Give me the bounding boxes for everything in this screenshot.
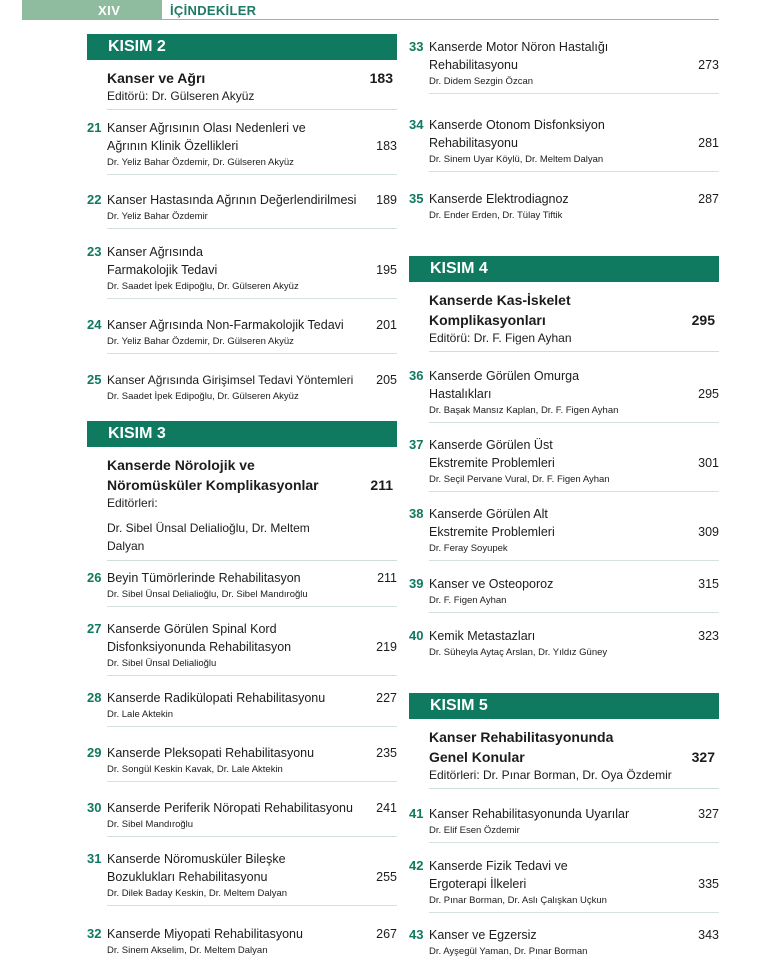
chapter-title[interactable]: Kanserde Otonom Disfonksiyon Rehabilitasyonu	[429, 118, 605, 150]
chapter-page: 343	[698, 928, 719, 942]
chapter-24	[87, 316, 397, 354]
header-tab	[22, 0, 162, 20]
chapter-number: 30	[87, 800, 102, 815]
part-editor: Editörleri:	[107, 496, 158, 510]
chapter-rule	[107, 905, 397, 906]
chapter-authors: Dr. Yeliz Bahar Özdemir, Dr. Gülseren Akyüz	[107, 157, 294, 168]
chapter-authors: Dr. Ayşegül Yaman, Dr. Pınar Borman	[429, 946, 588, 957]
header-rule	[160, 19, 719, 20]
chapter-number: 23	[87, 244, 102, 259]
chapter-32	[87, 925, 397, 958]
chapter-authors: Dr. Süheyla Aytaç Arslan, Dr. Yıldız Güney	[429, 647, 608, 658]
chapter-title[interactable]: Kanser ve Osteoporoz	[429, 577, 554, 591]
part-page: 211	[370, 477, 393, 493]
chapter-number: 24	[87, 317, 102, 332]
chapter-rule	[107, 675, 397, 676]
chapter-authors: Dr. Dilek Baday Keskin, Dr. Meltem Dalyan	[107, 888, 288, 899]
part-editor: Editörü: Dr. Gülseren Akyüz	[107, 89, 255, 103]
chapter-title[interactable]: Kanser Ağrısında Farmakolojik Tedavi	[107, 245, 218, 277]
chapter-title[interactable]: Kanserde Görülen Omurga Hastalıkları	[429, 369, 580, 401]
part-title[interactable]: Kanser Rehabilitasyonunda Genel Konular	[429, 729, 614, 765]
chapter-number: 33	[409, 39, 424, 54]
chapter-authors: Dr. Didem Sezgin Özcan	[429, 76, 534, 87]
chapter-28	[87, 689, 397, 727]
chapter-authors: Dr. Elif Esen Özdemir	[429, 825, 520, 836]
part-rule	[107, 560, 397, 561]
chapter-authors: Dr. Pınar Borman, Dr. Aslı Çalışkan Uçkun	[429, 895, 607, 906]
chapter-rule	[429, 912, 719, 913]
chapter-rule	[429, 842, 719, 843]
chapter-42	[409, 857, 719, 913]
chapter-title[interactable]: Kanser ve Egzersiz	[429, 928, 537, 942]
chapter-page: 335	[698, 877, 719, 891]
chapter-rule	[107, 174, 397, 175]
chapter-rule	[107, 298, 397, 299]
chapter-43	[409, 926, 719, 959]
chapter-35	[409, 190, 719, 223]
chapter-rule	[107, 781, 397, 782]
part-title[interactable]: Kanserde Kas-İskelet Komplikasyonları	[429, 292, 571, 328]
part-editor: Editörleri: Dr. Pınar Borman, Dr. Oya Özdemir	[429, 768, 672, 782]
chapter-number: 40	[409, 628, 424, 643]
part-rule	[429, 788, 719, 789]
chapter-number: 21	[87, 120, 102, 135]
chapter-number: 26	[87, 570, 102, 585]
chapter-22	[87, 191, 397, 229]
chapter-29	[87, 744, 397, 782]
part-rule	[107, 109, 397, 110]
chapter-title[interactable]: Kanserde Periferik Nöropati Rehabilitasyonu	[107, 801, 353, 815]
chapter-page: 241	[376, 801, 397, 815]
chapter-23	[87, 243, 397, 299]
chapter-rule	[429, 422, 719, 423]
chapter-21	[87, 119, 397, 175]
part-title[interactable]: Kanser ve Ağrı	[107, 70, 206, 86]
chapter-page: 301	[698, 456, 719, 470]
part-editor: Editörü: Dr. F. Figen Ayhan	[429, 331, 572, 345]
part-label: KISIM 2	[87, 34, 397, 60]
chapter-authors: Dr. Sibel Ünsal Delialioğlu, Dr. Sibel Mandıroğlu	[107, 589, 308, 600]
chapter-number: 29	[87, 745, 102, 760]
chapter-rule	[429, 612, 719, 613]
chapter-title[interactable]: Beyin Tümörlerinde Rehabilitasyon	[107, 571, 301, 585]
chapter-title[interactable]: Kemik Metastazları	[429, 629, 536, 643]
part-2	[87, 34, 397, 104]
chapter-25	[87, 371, 397, 404]
chapter-title[interactable]: Kanserde Nöromusküler Bileşke Bozuklukları Rehabilitasyonu	[107, 852, 286, 884]
chapter-page: 315	[698, 577, 719, 591]
chapter-rule	[107, 228, 397, 229]
chapter-page: 211	[377, 571, 397, 585]
page-header	[0, 0, 784, 24]
chapter-number: 36	[409, 368, 424, 383]
chapter-title[interactable]: Kanserde Radikülopati Rehabilitasyonu	[107, 691, 326, 705]
chapter-page: 255	[376, 870, 397, 884]
chapter-authors: Dr. Lale Aktekin	[107, 709, 174, 720]
part-page: 295	[691, 312, 715, 328]
chapter-authors: Dr. Sibel Mandıroğlu	[107, 819, 194, 830]
chapter-title[interactable]: Kanserde Miyopati Rehabilitasyonu	[107, 927, 303, 941]
chapter-page: 309	[698, 525, 719, 539]
chapter-authors: Dr. Saadet İpek Edipoğlu, Dr. Gülseren Akyüz	[107, 391, 299, 402]
chapter-page: 273	[698, 58, 719, 72]
chapter-title[interactable]: Kanserde Görülen Spinal Kord Disfonksiyonunda Rehabilitasyon	[107, 622, 292, 654]
chapter-page: 295	[698, 387, 719, 401]
chapter-number: 39	[409, 576, 424, 591]
part-page: 327	[691, 749, 715, 765]
chapter-number: 34	[409, 117, 424, 132]
chapter-title[interactable]: Kanser Hastasında Ağrının Değerlendirilmesi	[107, 193, 357, 207]
chapter-number: 42	[409, 858, 424, 873]
part-label: KISIM 5	[409, 693, 719, 719]
chapter-page: 189	[376, 193, 397, 207]
chapter-title[interactable]: Kanserde Görülen Üst Ekstremite Problemleri	[429, 438, 555, 470]
chapter-page: 281	[698, 136, 719, 150]
chapter-authors: Dr. Seçil Pervane Vural, Dr. F. Figen Ayhan	[429, 474, 610, 485]
part-page: 183	[369, 70, 393, 86]
chapter-page: 267	[376, 927, 397, 941]
chapter-authors: Dr. Yeliz Bahar Özdemir	[107, 211, 208, 222]
chapter-36	[409, 367, 719, 423]
chapter-page: 227	[376, 691, 397, 705]
chapter-page: 235	[376, 746, 397, 760]
chapter-38	[409, 505, 719, 561]
chapter-39	[409, 575, 719, 613]
chapter-41	[409, 805, 719, 843]
chapter-number: 43	[409, 927, 424, 942]
chapter-33	[409, 38, 719, 94]
part-5	[409, 693, 719, 783]
part-label: KISIM 4	[409, 256, 719, 282]
chapter-rule	[429, 93, 719, 94]
part-4	[409, 256, 719, 346]
part-label: KISIM 3	[87, 421, 397, 447]
page-title: İÇİNDEKİLER	[170, 3, 257, 18]
part-rule	[429, 351, 719, 352]
chapter-number: 28	[87, 690, 102, 705]
chapter-authors: Dr. Sinem Uyar Köylü, Dr. Meltem Dalyan	[429, 154, 604, 165]
chapter-26	[87, 569, 397, 607]
chapter-authors: Dr. Songül Keskin Kavak, Dr. Lale Aktekin	[107, 764, 283, 775]
part-editor-names: Dr. Sibel Ünsal Delialioğlu, Dr. Meltem Dalyan	[107, 521, 310, 553]
chapter-rule	[429, 560, 719, 561]
chapter-page: 201	[376, 318, 397, 332]
part-title[interactable]: Kanserde Nörolojik ve Nöromüsküler Komplikasyonlar	[107, 457, 319, 493]
chapter-authors: Dr. Yeliz Bahar Özdemir, Dr. Gülseren Akyüz	[107, 336, 294, 347]
chapter-34	[409, 116, 719, 172]
chapter-title[interactable]: Kanserde Pleksopati Rehabilitasyonu	[107, 746, 315, 760]
chapter-rule	[107, 606, 397, 607]
chapter-31	[87, 850, 397, 906]
chapter-authors: Dr. Feray Soyupek	[429, 543, 508, 554]
chapter-rule	[107, 836, 397, 837]
chapter-number: 41	[409, 806, 424, 821]
chapter-title[interactable]: Kanser Ağrısında Girişimsel Tedavi Yöntemleri	[107, 373, 354, 387]
chapter-number: 25	[87, 372, 102, 387]
chapter-page: 183	[376, 139, 397, 153]
chapter-30	[87, 799, 397, 837]
chapter-authors: Dr. Ender Erden, Dr. Tülay Tiftik	[429, 210, 563, 221]
chapter-page: 205	[376, 373, 397, 387]
chapter-number: 38	[409, 506, 424, 521]
chapter-page: 287	[698, 192, 719, 206]
chapter-number: 37	[409, 437, 424, 452]
chapter-number: 35	[409, 191, 424, 206]
chapter-rule	[107, 726, 397, 727]
chapter-title[interactable]: Kanserde Görülen Alt Ekstremite Problemleri	[429, 507, 555, 539]
chapter-title[interactable]: Kanserde Fizik Tedavi ve Ergoterapi İlkeleri	[429, 859, 568, 891]
chapter-number: 27	[87, 621, 102, 636]
chapter-authors: Dr. Sinem Akselim, Dr. Meltem Dalyan	[107, 945, 268, 956]
chapter-rule	[107, 353, 397, 354]
part-3	[87, 421, 397, 555]
chapter-title[interactable]: Kanser Rehabilitasyonunda Uyarılar	[429, 807, 630, 821]
chapter-page: 219	[376, 640, 397, 654]
chapter-authors: Dr. Sibel Ünsal Delialioğlu	[107, 658, 217, 669]
chapter-page: 195	[376, 263, 397, 277]
chapter-37	[409, 436, 719, 492]
chapter-authors: Dr. Başak Mansız Kaplan, Dr. F. Figen Ayhan	[429, 405, 619, 416]
chapter-40	[409, 627, 719, 660]
chapter-authors: Dr. Saadet İpek Edipoğlu, Dr. Gülseren Akyüz	[107, 281, 299, 292]
chapter-title[interactable]: Kanser Ağrısının Olası Nedenleri ve Ağrının Klinik Özellikleri	[107, 121, 306, 153]
chapter-number: 22	[87, 192, 102, 207]
chapter-title[interactable]: Kanserde Motor Nöron Hastalığı Rehabilitasyonu	[429, 40, 609, 72]
chapter-27	[87, 620, 397, 676]
chapter-page: 327	[698, 807, 719, 821]
chapter-rule	[429, 491, 719, 492]
chapter-rule	[429, 171, 719, 172]
chapter-number: 32	[87, 926, 102, 941]
chapter-title[interactable]: Kanserde Elektrodiagnoz	[429, 192, 569, 206]
chapter-authors: Dr. F. Figen Ayhan	[429, 595, 507, 606]
page-number: XIV	[98, 3, 121, 18]
chapter-page: 323	[698, 629, 719, 643]
chapter-number: 31	[87, 851, 102, 866]
chapter-title[interactable]: Kanser Ağrısında Non-Farmakolojik Tedavi	[107, 318, 344, 332]
